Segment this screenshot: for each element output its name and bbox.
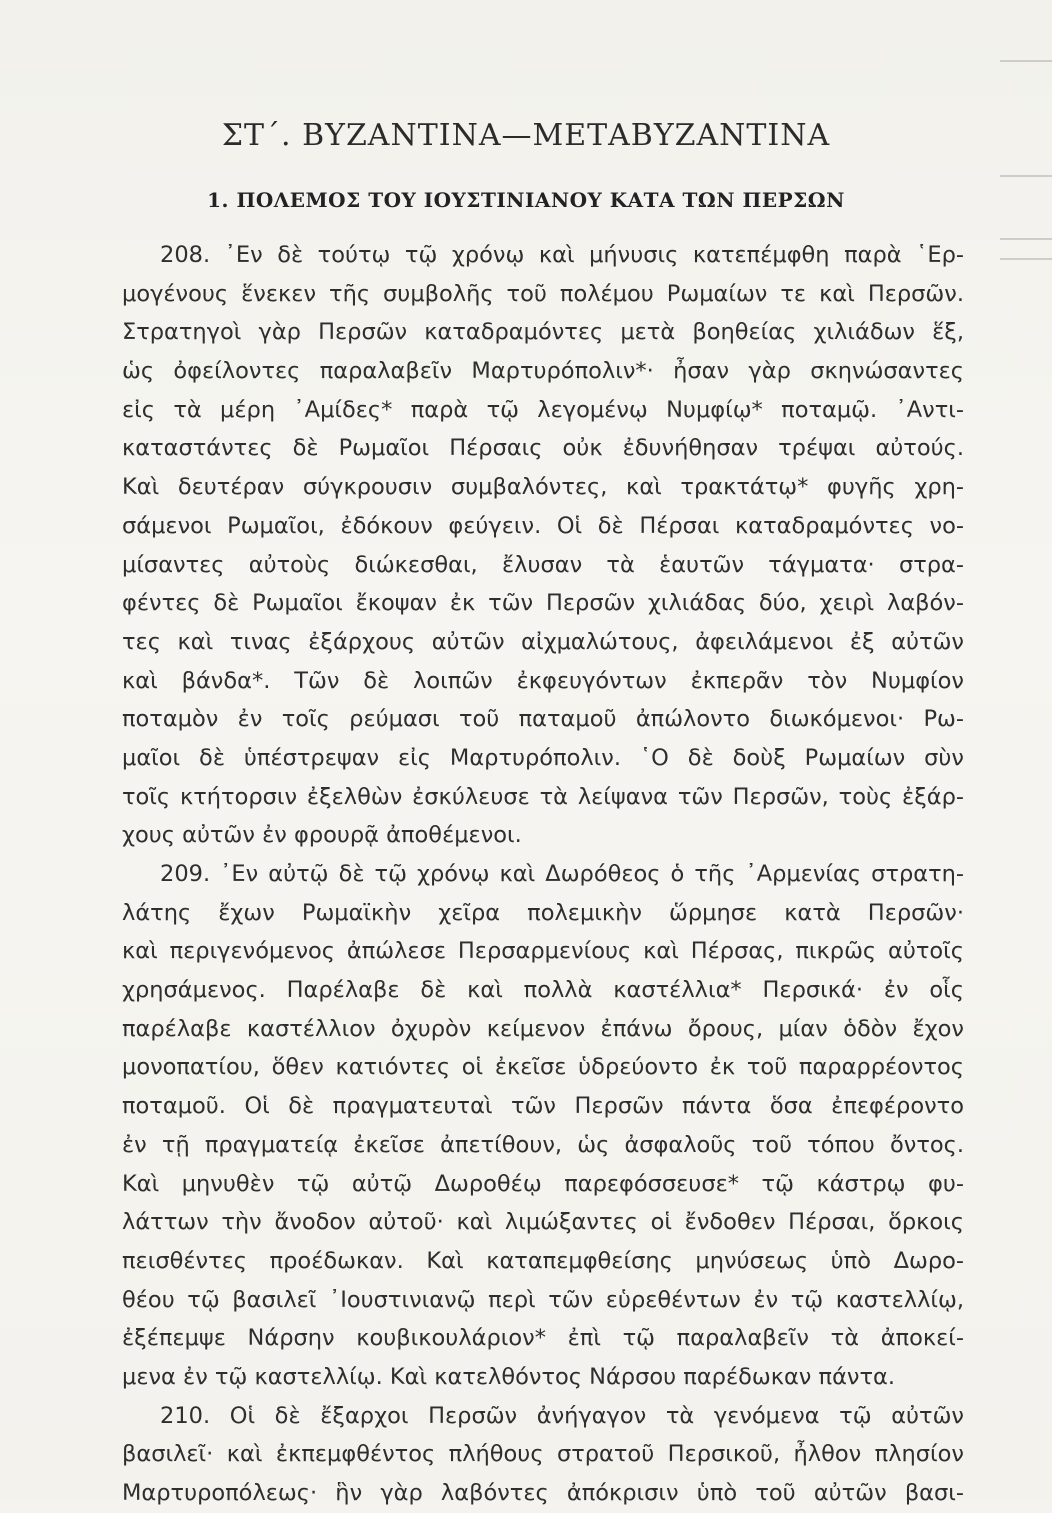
text-line: Καὶ μηνυθὲν τῷ αὐτῷ Δωροθέῳ παρεφόσσευσε* τῷ κάστρῳ φυ- [122,1170,964,1197]
text-line: ποταμὸν ἐν τοῖς ρεύμασι τοῦ παταμοῦ ἀπώλοντο διωκόμενοι· Ρω- [122,706,964,733]
chapter-title: ΣΤ΄. ΒΥΖΑΝΤΙΝΑ—ΜΕΤΑΒΥΖΑΝΤΙΝΑ [221,118,831,153]
text-line: 210. Οἱ δὲ ἔξαρχοι Περσῶν ἀνήγαγον τὰ γενόμενα τῷ αὐτῶν [160,1402,964,1429]
text-line: μονοπατίου, ὅθεν κατιόντες οἱ ἐκεῖσε ὑδρεύοντο ἐκ τοῦ παραρρέοντος [122,1054,964,1081]
text-line: φέντες δὲ Ρωμαῖοι ἔκοψαν ἐκ τῶν Περσῶν χιλιάδας δύο, χειρὶ λαβόν- [122,590,964,617]
text-line: σάμενοι Ρωμαῖοι, ἐδόκουν φεύγειν. Οἱ δὲ Πέρσαι καταδραμόντες νο- [122,512,964,539]
text-line: θέου τῷ βασιλεῖ ᾿Ιουστινιανῷ περὶ τῶν εὑρεθέντων ἐν τῷ καστελλίῳ, [122,1286,964,1313]
text-line: βασιλεῖ· καὶ ἐκπεμφθέντος πλήθους στρατοῦ Περσικοῦ, ἦλθον πλησίον [122,1441,964,1468]
bleed-through-mark [1000,175,1052,177]
text-line: ἐξέπεμψε Νάρσην κουβικουλάριον* ἐπὶ τῷ παραλαβεῖν τὰ ἀποκεί- [122,1325,964,1352]
bleed-through-mark [1000,238,1052,240]
text-line: εἰς τὰ μέρη ᾿Αμίδες* παρὰ τῷ λεγομένῳ Νυμφίῳ* ποταμῷ. ᾿Αντι- [122,396,964,423]
text-line: μίσαντες αὐτοὺς διώκεσθαι, ἔλυσαν τὰ ἑαυτῶν τάγματα· στρα- [122,551,964,578]
text-line: καταστάντες δὲ Ρωμαῖοι Πέρσαις οὐκ ἐδυνήθησαν τρέψαι αὐτούς. [122,435,964,462]
text-line: πεισθέντες προέδωκαν. Καὶ καταπεμφθείσης μηνύσεως ὑπὸ Δωρο- [122,1247,964,1274]
text-line: ἐν τῇ πραγματείᾳ ἐκεῖσε ἀπετίθουν, ὡς ἀσφαλοῦς τοῦ τόπου ὄντος. [122,1131,964,1158]
text-line: λάτης ἔχων Ρωμαϊκὴν χεῖρα πολεμικὴν ὥρμησε κατὰ Περσῶν· [122,899,964,926]
text-line: λάττων τὴν ἄνοδον αὐτοῦ· καὶ λιμώξαντες οἱ ἔνδοθεν Πέρσαι, ὅρκοις [122,1209,964,1236]
text-line: τοῖς κτήτορσιν ἐξελθὼν ἐσκύλευσε τὰ λείψανα τῶν Περσῶν, τοὺς ἐξάρ- [122,783,964,810]
text-line: Καὶ δευτέραν σύγκρουσιν συμβαλόντες, καὶ τρακτάτῳ* φυγῆς χρη- [122,474,964,501]
text-line: χρησάμενος. Παρέλαβε δὲ καὶ πολλὰ καστέλλια* Περσικά· ἐν οἷς [122,977,964,1004]
text-line: μαῖοι δὲ ὑπέστρεψαν εἰς Μαρτυρόπολιν. ῾Ο δὲ δοὺξ Ρωμαίων σὺν [122,744,964,771]
text-line: μογένους ἕνεκεν τῆς συμβολῆς τοῦ πολέμου Ρωμαίων τε καὶ Περσῶν. [122,280,964,307]
text-line: καὶ βάνδα*. Τῶν δὲ λοιπῶν ἐκφευγόντων ἐκπερᾶν τὸν Νυμφίον [122,667,964,694]
text-line: Στρατηγοὶ γὰρ Περσῶν καταδραμόντες μετὰ βοηθείας χιλιάδων ἕξ, [122,319,964,346]
text-line: 208. ᾿Εν δὲ τούτῳ τῷ χρόνῳ καὶ μήνυσις κατεπέμφθη παρὰ ῾Ερ- [160,242,964,268]
text-line: ποταμοῦ. Οἱ δὲ πραγματευταὶ τῶν Περσῶν πάντα ὅσα ἐπεφέροντο [122,1093,964,1120]
bleed-through-mark [1000,60,1052,62]
text-line: ὡς ὀφείλοντες παραλαβεῖν Μαρτυρόπολιν*· ἦσαν γὰρ σκηνώσαντες [122,358,964,385]
text-line: χους αὐτῶν ἐν φρουρᾷ ἀποθέμενοι. [122,822,522,849]
bleed-through-mark [1000,258,1052,260]
text-line: καὶ περιγενόμενος ἀπώλεσε Περσαρμενίους καὶ Πέρσας, πικρῶς αὐτοῖς [122,938,964,965]
body-text [122,236,964,1513]
text-line: τες καὶ τινας ἐξάρχους αὐτῶν αἰχμαλώτους, ἀφειλάμενοι ἐξ αὐτῶν [122,628,964,655]
text-line: Μαρτυροπόλεως· ἣν γὰρ λαβόντες ἀπόκρισιν ὑπὸ τοῦ αὐτῶν βασι- [122,1480,964,1506]
section-heading: 1. ΠΟΛΕΜΟΣ ΤΟΥ ΙΟΥΣΤΙΝΙΑΝΟΥ ΚΑΤΑ ΤΩΝ ΠΕΡΣΩΝ [207,188,845,212]
text-line: παρέλαβε καστέλλιον ὀχυρὸν κείμενον ἐπάνω ὄρους, μίαν ὁδὸν ἔχον [122,1015,964,1042]
text-line: μενα ἐν τῷ καστελλίῳ. Καὶ κατελθόντος Νάρσου παρέδωκαν πάντα. [122,1363,895,1390]
text-line: 209. ᾿Εν αὐτῷ δὲ τῷ χρόνῳ καὶ Δωρόθεος ὁ τῆς ᾿Αρμενίας στρατη- [160,861,964,887]
